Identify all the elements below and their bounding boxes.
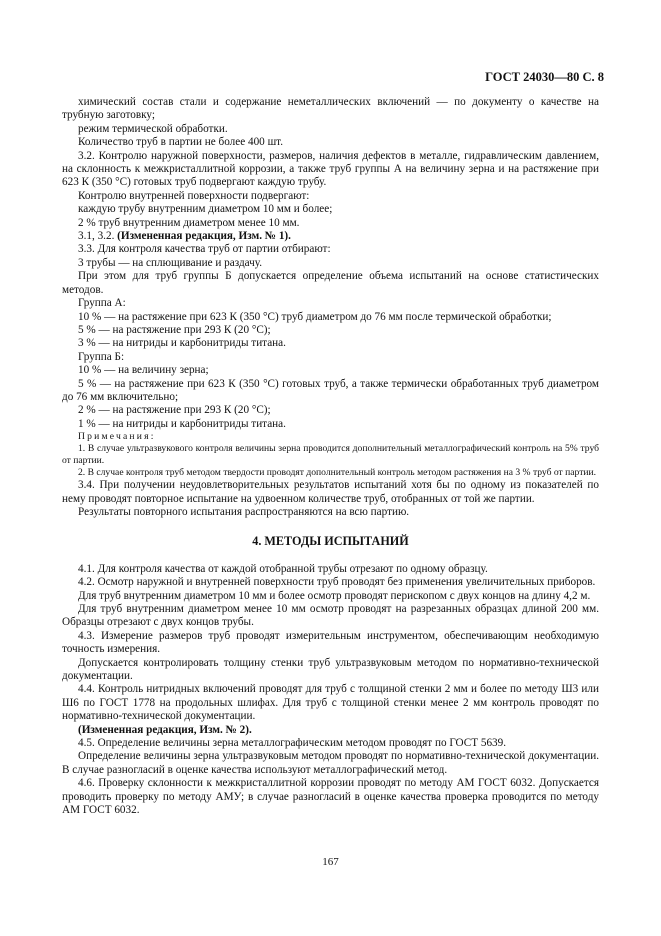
paragraph <box>62 563 599 576</box>
paragraph <box>62 230 599 243</box>
paragraph-text: Контролю внутренней поверхности подвергают: <box>78 189 310 202</box>
paragraph-text: химический состав стали и содержание неметаллических включений — по документу о качестве на трубную заготовку; <box>62 96 599 122</box>
paragraph <box>62 576 599 589</box>
paragraph <box>62 443 599 467</box>
paragraph <box>62 324 599 337</box>
paragraph-text: 4.2. Осмотр наружной и внутренней поверхности труб проводят без применения увеличительных приборов. <box>78 576 596 589</box>
paragraph <box>62 297 599 310</box>
paragraph-text: Для труб внутренним диаметром менее 10 мм осмотр проводят на разрезанных образцах длиной 200 мм. Образцы отрезают с двух концов трубы. <box>62 603 599 629</box>
page-number: 167 <box>322 856 339 868</box>
section-3-text <box>62 96 599 519</box>
paragraph <box>62 590 599 603</box>
paragraph-text: режим термической обработки. <box>78 122 228 135</box>
section-4-text <box>62 563 599 818</box>
paragraph <box>62 243 599 256</box>
running-header: ГОСТ 24030—80 С. 8 <box>485 70 604 84</box>
paragraph <box>62 603 599 630</box>
paragraph-text: 10 % — на величину зерна; <box>78 364 209 377</box>
paragraph-text: 1 % — на нитриды и карбонитриды титана. <box>78 417 286 430</box>
paragraph <box>62 257 599 270</box>
paragraph-text: Группа А: <box>78 297 126 310</box>
paragraph <box>62 737 599 750</box>
paragraph-text: 5 % — на растяжение при 293 К (20 °С); <box>78 323 271 336</box>
paragraph <box>62 378 599 405</box>
paragraph <box>62 150 599 190</box>
paragraph <box>62 217 599 230</box>
paragraph <box>62 136 599 149</box>
paragraph-text: 1. В случае ультразвукового контроля величины зерна проводится дополнительный металлографический контроль на 5% труб от партии. <box>62 443 599 467</box>
paragraph-text: 3.1, 3.2. <box>78 230 118 243</box>
paragraph-text: При этом для труб группы Б допускается определение объема испытаний на основе статистических методов. <box>62 270 599 296</box>
paragraph <box>62 683 599 723</box>
paragraph-text: Количество труб в партии не более 400 шт. <box>78 136 284 149</box>
paragraph-text: Группа Б: <box>78 350 125 363</box>
paragraph-text: 4.6. Проверку склонности к межкристаллитной коррозии проводят по методу АМ ГОСТ 6032. Допускается проводить проверку по методу АМУ; в случае разногласий в оценке качества проверка проводится по методу АМ ГОСТ 6032. <box>62 777 599 817</box>
paragraph <box>62 337 599 350</box>
paragraph-text: Определение величины зерна ультразвуковым методом проводят по нормативно-технической документации. В случае разногласий в оценке качества используют металлографический метод. <box>62 750 599 776</box>
section-heading: 4. МЕТОДЫ ИСПЫТАНИЙ <box>252 534 409 549</box>
paragraph-text: 4.1. Для контроля качества от каждой отобранной трубы отрезают по одному образцу. <box>78 562 488 575</box>
paragraph <box>62 96 599 123</box>
paragraph-text: 2. В случае контроля труб методом твердости проводят дополнительный контроль методом растяжения на 3 % труб от партии. <box>78 467 597 479</box>
paragraph <box>62 364 599 377</box>
paragraph <box>62 724 599 737</box>
amendment-note: (Измененная редакция, Изм. № 2). <box>78 723 252 736</box>
paragraph-text: 3.2. Контролю наружной поверхности, размеров, наличия дефектов в металле, гидравлическим давлением, на склонность к межкристаллитной коррозии, а также труб группы А на величину зерна и на растяжение при 623 К (350 °С) готовых труб подвергают каждую трубу. <box>62 149 599 189</box>
paragraph-text: Результаты повторного испытания распространяются на всю партию. <box>78 505 410 518</box>
paragraph <box>62 418 599 431</box>
paragraph <box>62 777 599 817</box>
paragraph-text: 3 трубы — на сплющивание и раздачу. <box>78 256 263 269</box>
paragraph-text: 4.3. Измерение размеров труб проводят измерительным инструментом, обеспечивающим необходимую точность измерения. <box>62 629 599 656</box>
paragraph <box>62 404 599 417</box>
paragraph-text: Для труб внутренним диаметром 10 мм и более осмотр проводят перископом с двух концов на длину 4,2 м. <box>78 589 591 602</box>
paragraph-text: 3.3. Для контроля качества труб от партии отбирают: <box>78 243 331 256</box>
document-body <box>62 96 599 818</box>
paragraph-text: 4.5. Определение величины зерна металлографическим методом проводят по ГОСТ 5639. <box>78 737 507 750</box>
paragraph <box>62 351 599 364</box>
paragraph <box>62 311 599 324</box>
amendment-note: (Измененная редакция, Изм. № 1). <box>117 230 291 243</box>
paragraph-text: 4.4. Контроль нитридных включений проводят для труб с толщиной стенки 2 мм и более по методу Ш3 или Ш6 по ГОСТ 1778 на продольных шлифах. Для труб с толщиной стенки менее 2 мм контроль проводят по нормативно-технической документации. <box>62 683 599 723</box>
paragraph-text: 5 % — на растяжение при 623 К (350 °С) готовых труб, а также термически обработанных труб диаметром до 76 мм включительно; <box>62 377 599 403</box>
paragraph <box>62 479 599 506</box>
paragraph-text: 2 % труб внутренним диаметром менее 10 мм. <box>78 216 300 229</box>
paragraph <box>62 190 599 203</box>
paragraph <box>62 467 599 479</box>
paragraph-text: Допускается контролировать толщину стенки труб ультразвуковым методом по нормативно-технической документации. <box>62 656 599 683</box>
paragraph-text: 2 % — на растяжение при 293 К (20 °С); <box>78 404 271 417</box>
paragraph-text: 3.4. При получении неудовлетворительных результатов испытаний хотя бы по одному из показателей по нему проводят повторное испытание на удвоенном количестве труб, отобранных от той же партии. <box>62 479 599 505</box>
paragraph-text: 10 % — на растяжение при 623 К (350 °С) труб диаметром до 76 мм после термической обработки; <box>78 310 552 323</box>
paragraph <box>62 270 599 297</box>
paragraph <box>62 657 599 684</box>
paragraph-text: 3 % — на нитриды и карбонитриды титана. <box>78 337 286 350</box>
paragraph-text: каждую трубу внутренним диаметром 10 мм и более; <box>78 203 333 216</box>
paragraph <box>62 123 599 136</box>
paragraph <box>62 203 599 216</box>
paragraph <box>62 431 599 443</box>
paragraph <box>62 506 599 519</box>
paragraph-text: Примечания: <box>78 431 156 443</box>
paragraph <box>62 630 599 657</box>
paragraph <box>62 750 599 777</box>
